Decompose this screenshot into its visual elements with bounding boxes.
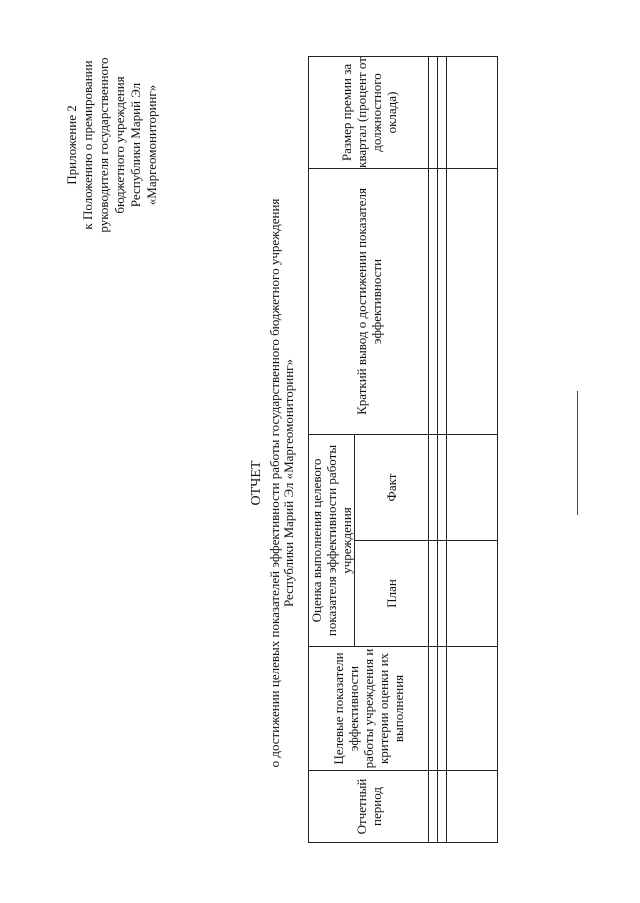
table-cell (438, 56, 447, 168)
table-cell (438, 541, 447, 647)
table-cell (447, 647, 498, 771)
header-fact: Факт (355, 434, 429, 540)
report-table (308, 56, 498, 843)
table-cell (429, 541, 438, 647)
table-cell (429, 647, 438, 771)
table-cell (429, 168, 438, 434)
header-plan: План (355, 541, 429, 647)
table-row (429, 56, 438, 842)
table-cell (447, 168, 498, 434)
header-assessment: Оценка выполнения целевого показателя эффективности работы учреждения (309, 434, 355, 646)
closing-rule (577, 391, 578, 515)
appendix-line: руководителя государственного (96, 57, 111, 233)
appendix-line: «Маргеомониторинг» (144, 84, 159, 206)
table-cell (447, 434, 498, 540)
table-cell (429, 434, 438, 540)
appendix-note (64, 45, 160, 245)
header-bonus: Размер премии за квартал (процент от должностного оклада) (309, 56, 429, 168)
table-cell (447, 56, 498, 168)
table-cell (429, 56, 438, 168)
table-cell (429, 771, 438, 843)
table-row (447, 56, 498, 842)
appendix-line: к Положению о премировании (80, 60, 95, 230)
table-header-row (309, 56, 355, 842)
table-cell (438, 434, 447, 540)
table-cell (438, 771, 447, 843)
table-cell (447, 541, 498, 647)
table-row (438, 56, 447, 842)
report-subtitle-line1: о достижении целевых показателей эффективности работы государственного бюджетного учреждения (267, 198, 282, 768)
report-title: ОТЧЕТ (249, 460, 264, 506)
header-period: Отчетный период (309, 771, 429, 843)
table-cell (447, 771, 498, 843)
appendix-line: Приложение 2 (64, 105, 79, 185)
report-subtitle-line2: Республики Марий Эл «Маргеомониторинг» (281, 359, 296, 608)
appendix-line: бюджетного учреждения (112, 76, 127, 214)
header-indicators: Целевые показатели эффективности работы учреждения и критерии оценки их выполнения (309, 647, 429, 771)
header-conclusion: Краткий вывод о достижении показателя эффективности (309, 168, 429, 434)
table-cell (438, 168, 447, 434)
table-cell (438, 647, 447, 771)
appendix-line: Республики Марий Эл (128, 82, 143, 208)
report-heading (250, 123, 296, 843)
